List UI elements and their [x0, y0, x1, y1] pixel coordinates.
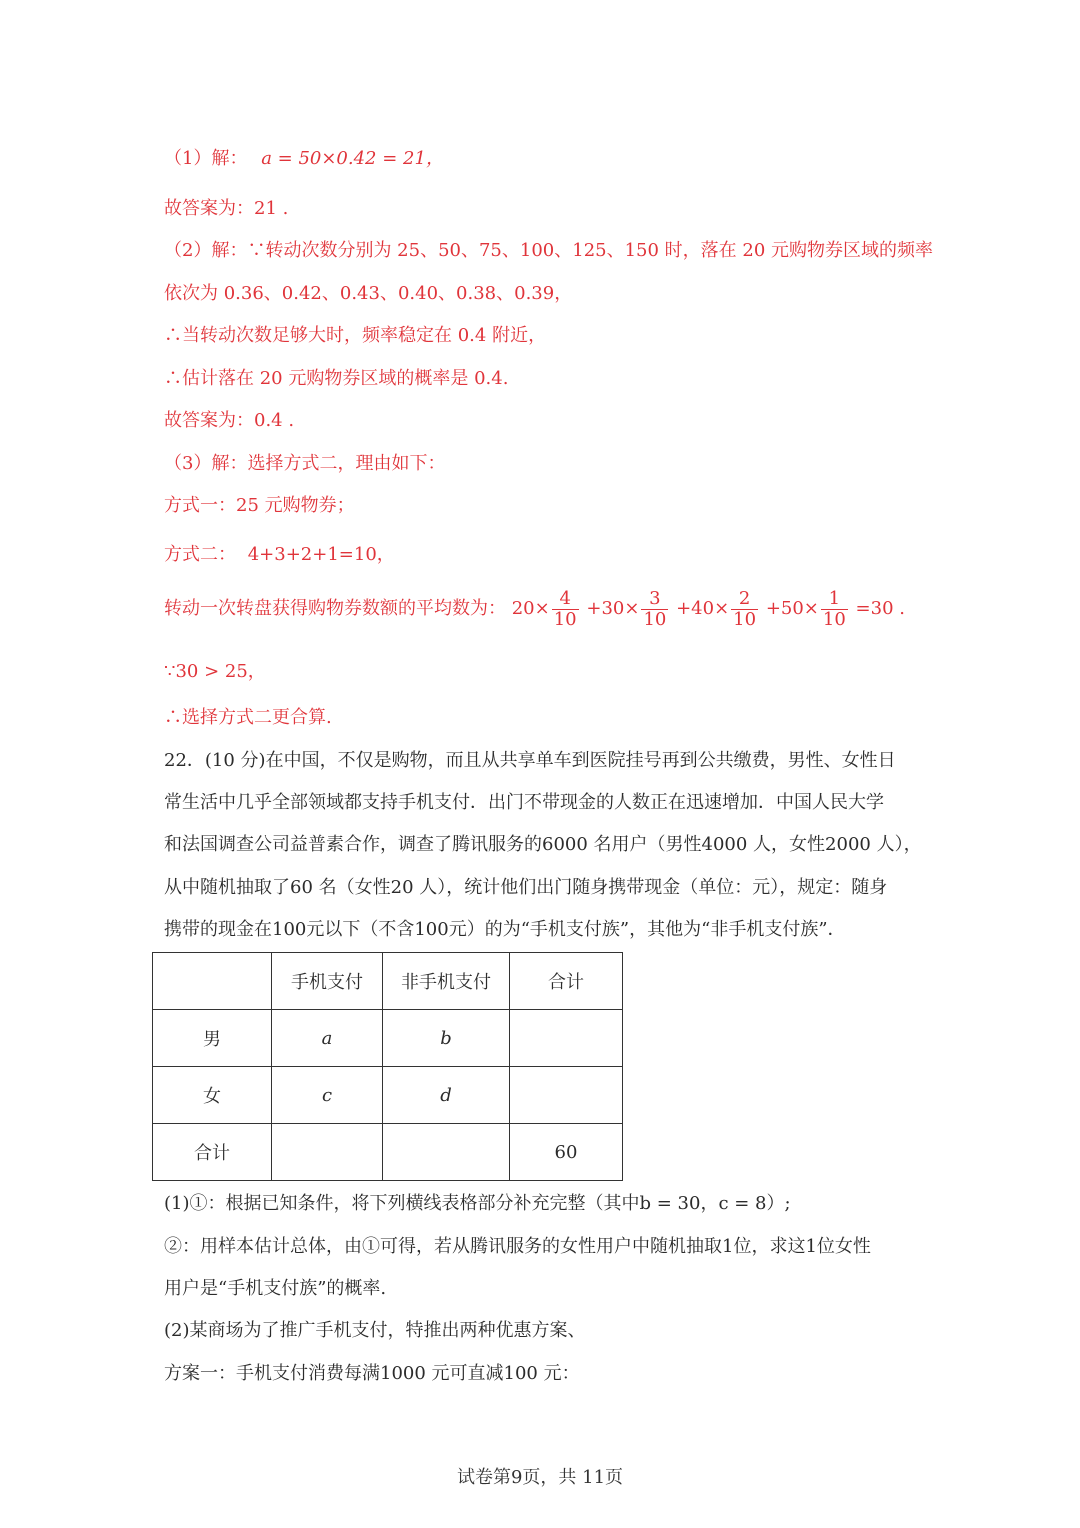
- table-row: [153, 1010, 623, 1067]
- table-row: [153, 1067, 623, 1124]
- table-cell: b: [383, 1010, 510, 1067]
- table-cell: [510, 1010, 623, 1067]
- sol-p2-line1: （2）解：∵转动次数分别为 25、50、75、100、125、150 时，落在 20 元购物券区域的频率: [164, 240, 934, 261]
- page-footer: 试卷第9页，共 11页: [456, 1467, 624, 1488]
- table-cell: c: [272, 1067, 383, 1124]
- sol-p3-avg-term1: 20×: [511, 598, 550, 619]
- fraction-1: [552, 589, 579, 630]
- fraction-3: [731, 589, 758, 630]
- sol-p3-avg-term4: +50×: [765, 598, 819, 619]
- fraction-1-numerator: 4: [552, 589, 579, 610]
- sol-p2-line4: ∴估计落在 20 元购物券区域的概率是 0.4.: [164, 368, 509, 389]
- sol-p2-line2: 依次为 0.36、0.42、0.43、0.40、0.38、0.39，: [164, 283, 573, 304]
- sol-p2-line3: ∴当转动次数足够大时，频率稳定在 0.4 附近，: [164, 325, 547, 346]
- p22-line3: 和法国调查公司益普素合作，调查了腾讯服务的6000 名用户（男性4000 人，女性2000 人），: [164, 834, 922, 855]
- table-row: [153, 1124, 623, 1181]
- sol-p3-avg-label: 转动一次转盘获得购物券数额的平均数为：: [164, 598, 506, 619]
- fraction-4-numerator: 1: [821, 589, 848, 610]
- sol-p3-avg-term2: +30×: [586, 598, 640, 619]
- p22-line1: 22．(10 分)在中国，不仅是购物，而且从共享单车到医院挂号再到公共缴费，男性、女性日: [164, 750, 896, 771]
- fraction-4: [821, 589, 848, 630]
- fraction-4-denominator: 10: [822, 608, 846, 630]
- table-header-cell: [153, 953, 272, 1010]
- table-cell: 女: [153, 1067, 272, 1124]
- sol-p3-avg-result: =30 .: [855, 598, 905, 619]
- sol-p3-way2-math: 4+3+2+1=10，: [247, 544, 395, 565]
- sol-p2-answer: 故答案为：0.4 .: [164, 410, 295, 431]
- fraction-2: [641, 589, 668, 630]
- p22-q1-2a: ②：用样本估计总体，由①可得，若从腾讯服务的女性用户中随机抽取1位，求这1位女性: [164, 1236, 871, 1257]
- fraction-2-denominator: 10: [643, 608, 667, 630]
- sol-p3-average: [164, 588, 905, 630]
- table-header-cell: 非手机支付: [383, 953, 510, 1010]
- p22-line2: 常生活中几乎全部领域都支持手机支付．出门不带现金的人数正在迅速增加．中国人民大学: [164, 792, 884, 813]
- sol-p3-because: ∵30 > 25，: [164, 661, 266, 682]
- table-cell: d: [383, 1067, 510, 1124]
- table-cell: [383, 1124, 510, 1181]
- fraction-3-numerator: 2: [731, 589, 758, 610]
- table-header-cell: 合计: [510, 953, 623, 1010]
- p22-q1-2b: 用户是“手机支付族”的概率.: [164, 1278, 387, 1299]
- sol-p3-way2-label: 方式二：: [164, 544, 236, 565]
- p22-line5: 携带的现金在100元以下（不含100元）的为“手机支付族”，其他为“非手机支付族”．: [164, 919, 846, 940]
- sol-p1-answer: 故答案为：21 .: [164, 198, 289, 219]
- sol-p3-way1: 方式一：25 元购物券；: [164, 495, 355, 516]
- table-cell: [272, 1124, 383, 1181]
- sol-p1-label: （1）解：: [164, 148, 248, 169]
- p22-line4: 从中随机抽取了60 名（女性20 人），统计他们出门随身携带现金（单位：元），规定：随身: [164, 877, 888, 898]
- p22-q1-1: (1)①：根据已知条件，将下列横线表格部分补充完整（其中b = 30，c = 8）;: [164, 1193, 791, 1214]
- table-cell: 60: [510, 1124, 623, 1181]
- p22-q2-1: (2)某商场为了推广手机支付，特推出两种优惠方案、: [164, 1320, 586, 1341]
- sol-p1: [164, 146, 444, 172]
- table-header-row: [153, 953, 623, 1010]
- table-cell: a: [272, 1010, 383, 1067]
- p22-q2-2: 方案一：手机支付消费每满1000 元可直减100 元：: [164, 1363, 580, 1384]
- fraction-3-denominator: 10: [733, 608, 757, 630]
- sol-p3-avg-term3: +40×: [676, 598, 730, 619]
- sol-p3-line1: （3）解：选择方式二，理由如下：: [164, 453, 446, 474]
- sol-p1-math: a = 50×0.42 = 21，: [261, 148, 444, 169]
- fraction-2-numerator: 3: [641, 589, 668, 610]
- table-cell: 男: [153, 1010, 272, 1067]
- sol-p3-therefore: ∴选择方式二更合算.: [164, 707, 332, 728]
- table-cell: 合计: [153, 1124, 272, 1181]
- payment-table: [152, 952, 623, 1181]
- table-header-cell: 手机支付: [272, 953, 383, 1010]
- sol-p3-way2: [164, 542, 395, 568]
- table-cell: [510, 1067, 623, 1124]
- fraction-1-denominator: 10: [553, 608, 577, 630]
